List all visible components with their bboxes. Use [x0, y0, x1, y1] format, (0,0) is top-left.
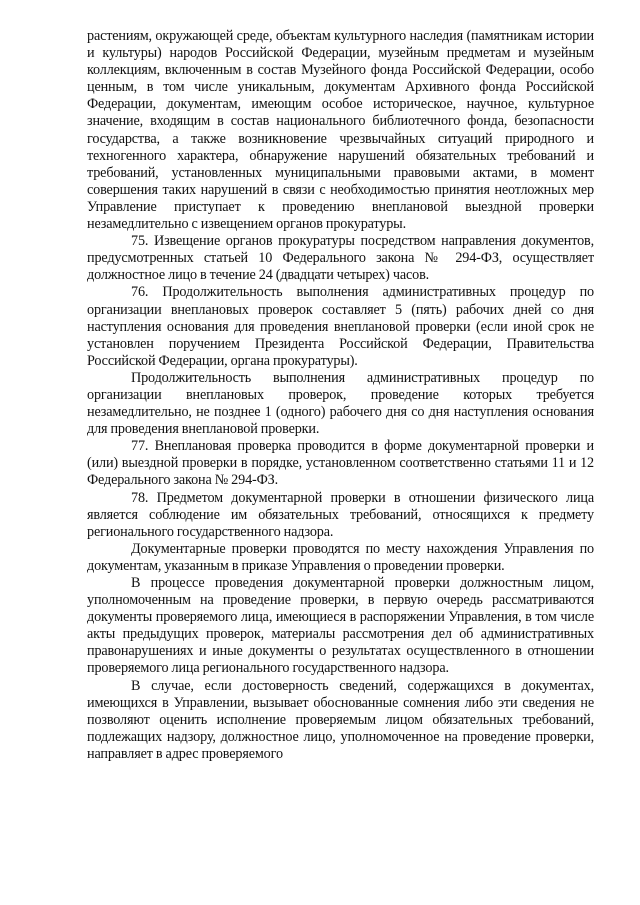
paragraph-duration-urgent: Продолжительность выполнения административных процедур по организации внеплановых проверок, проведение которых требуется незамедлительно, не позднее 1 (одного) рабочего дня со дня наступления основания для проведения внеплановой проверки. [87, 369, 594, 438]
paragraph-doubts: В случае, если достоверность сведений, содержащихся в документах, имеющихся в Управлении, вызывает обоснованные сомнения либо эти сведения не позволяют оценить исполнение проверяемым лицом обязательных требований, подлежащих надзору, должностное лицо, уполномоченное на проведение проверки, направляет в адрес проверяемого [87, 677, 594, 762]
paragraph-78: 78. Предметом документарной проверки в отношении физического лица является соблюдение им обязательных требований, относящихся к предмету регионального государственного надзора. [87, 489, 594, 540]
document-page [87, 28, 594, 763]
paragraph-77: 77. Внеплановая проверка проводится в форме документарной проверки и (или) выездной проверки в порядке, установленном соответственно статьями 11 и 12 Федерального закона № 294-ФЗ. [87, 438, 594, 489]
paragraph-review-process: В процессе проведения документарной проверки должностным лицом, уполномоченным на проведение проверки, в первую очередь рассматриваются документы проверяемого лица, имеющиеся в распоряжении Управления, в том числе акты предыдущих проверок, материалы рассмотрения дел об административных правонарушениях и иные документы о результатах осуществленного в отношении проверяемого лица регионального государственного надзора. [87, 575, 594, 677]
paragraph-continuation: растениям, окружающей среде, объектам культурного наследия (памятникам истории и культуры) народов Российской Федерации, музейным предметам и музейным коллекциям, включенным в состав Музейного фонда Российской Федерации, особо ценным, в том числе уникальным, документам Архивного фонда Российской Федерации, документам, имеющим особое историческое, научное, культурное значение, входящим в состав национального библиотечного фонда, безопасности государства, а также возникновение чрезвычайных ситуаций природного и техногенного характера, обнаружение нарушений обязательных требований и требований, установленных муниципальными правовыми актами, в момент совершения таких нарушений в связи с необходимостью принятия неотложных мер Управление приступает к проведению внеплановой выездной проверки незамедлительно с извещением органов прокуратуры. [87, 28, 594, 233]
paragraph-76: 76. Продолжительность выполнения административных процедур по организации внеплановых проверок составляет 5 (пять) рабочих дней со дня наступления основания для проведения внеплановой проверки (если иной срок не установлен поручением Президента Российской Федерации, Правительства Российской Федерации, органа прокуратуры). [87, 284, 594, 369]
paragraph-location: Документарные проверки проводятся по месту нахождения Управления по документам, указанным в приказе Управления о проведении проверки. [87, 540, 594, 574]
paragraph-75: 75. Извещение органов прокуратуры посредством направления документов, предусмотренных статьей 10 Федерального закона № 294-ФЗ, осуществляет должностное лицо в течение 24 (двадцати четырех) часов. [87, 233, 594, 284]
